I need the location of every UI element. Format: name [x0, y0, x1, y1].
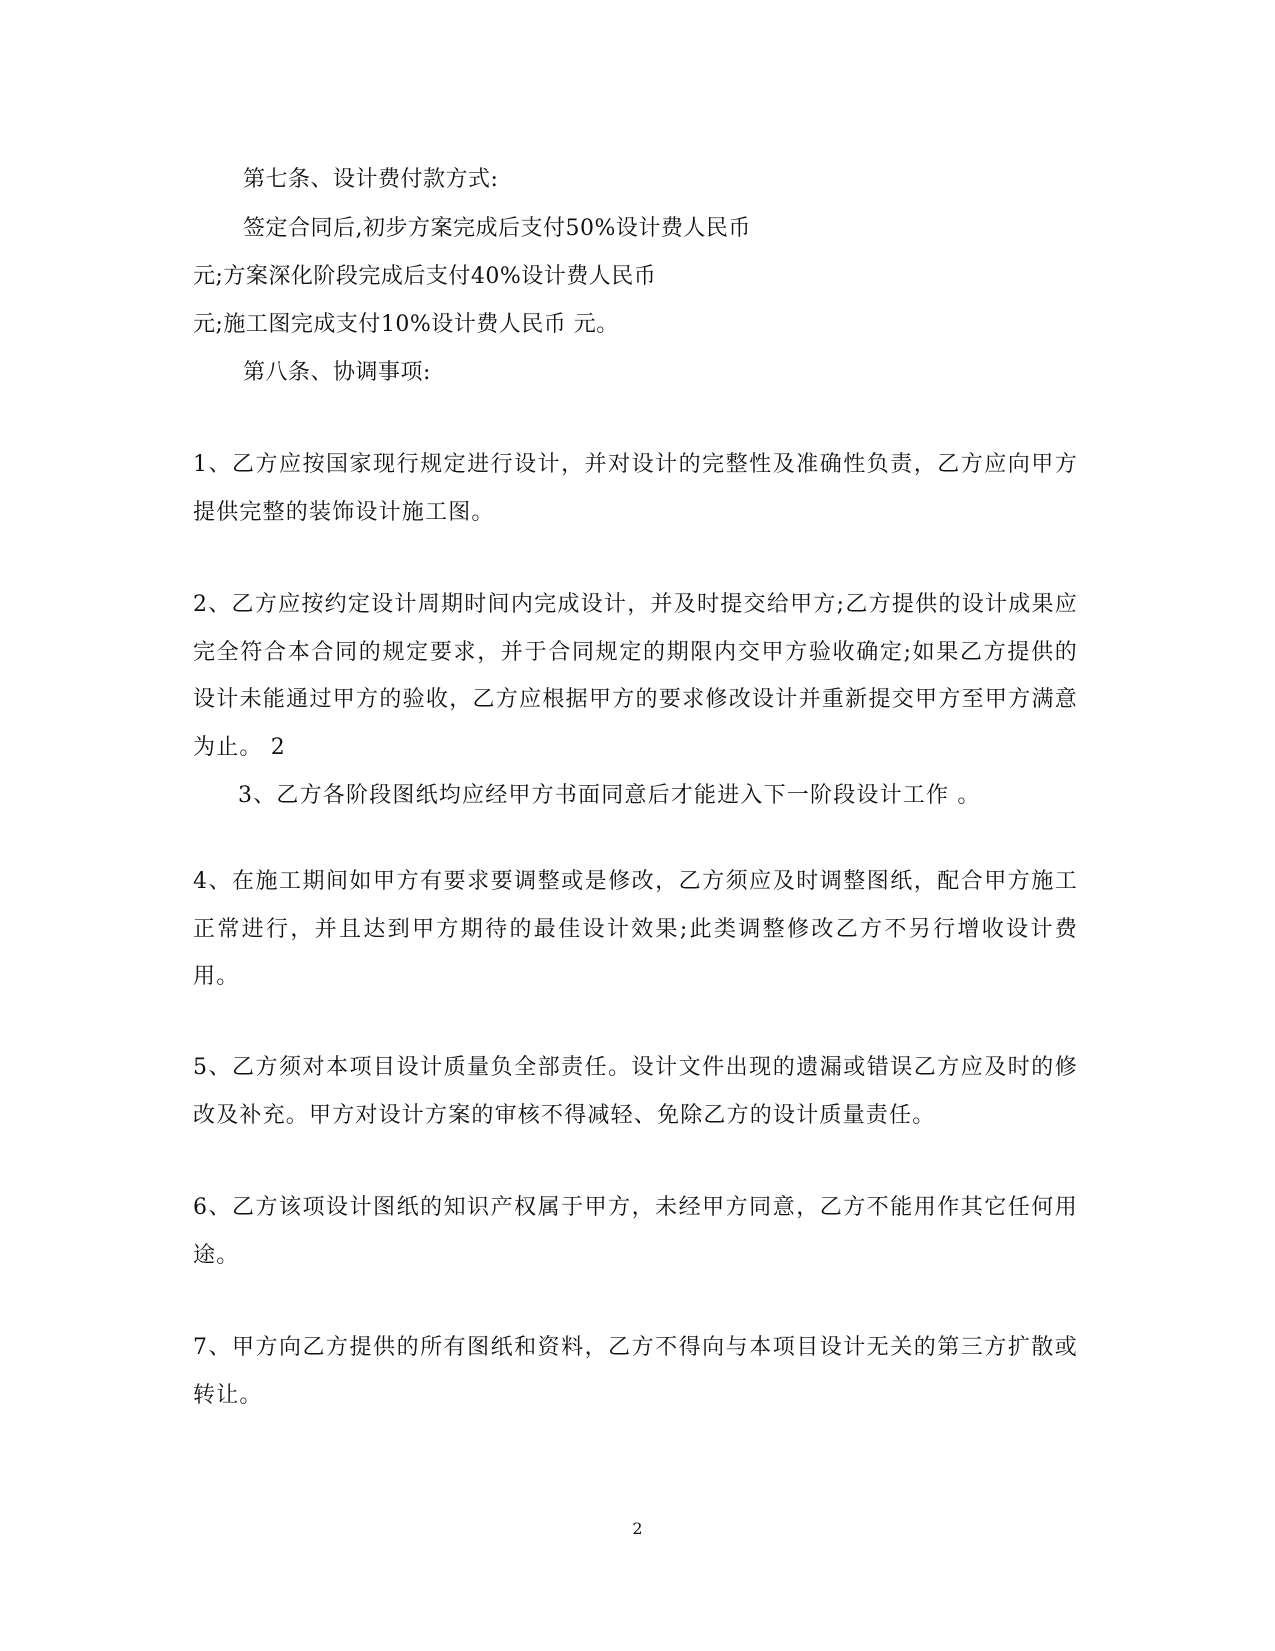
article8-heading: 第八条、协调事项:	[243, 360, 431, 385]
article7-payment-line-1: 签定合同后,初步方案完成后支付50%设计费人民币	[243, 216, 751, 241]
article8-item-4: 4、在施工期间如甲方有要求要调整或是修改，乙方须应及时调整图纸，配合甲方施工正常进行，并且达到甲方期待的最佳设计效果;此类调整修改乙方不另行增收设计费用。	[193, 869, 1078, 989]
article7-payment-line-2: 元;方案深化阶段完成后支付40%设计费人民币	[193, 264, 657, 289]
article7-heading: 第七条、设计费付款方式:	[243, 167, 499, 192]
article8-item-5: 5、乙方须对本项目设计质量负全部责任。设计文件出现的遗漏或错误乙方应及时的修改及补充。甲方对设计方案的审核不得减轻、免除乙方的设计质量责任。	[193, 1055, 1078, 1128]
article8-item-7: 7、甲方向乙方提供的所有图纸和资料，乙方不得向与本项目设计无关的第三方扩散或转让。	[193, 1335, 1078, 1408]
article7-payment-line-3: 元;施工图完成支付10%设计费人民币 元。	[193, 312, 619, 337]
article8-item-3: 3、乙方各阶段图纸均应经甲方书面同意后才能进入下一阶段设计工作 。	[238, 783, 981, 808]
article8-item-1: 1、乙方应按国家现行规定进行设计，并对设计的完整性及准确性负责，乙方应向甲方提供完整的装饰设计施工图。	[193, 452, 1078, 525]
page-number: 2	[632, 1519, 643, 1538]
article8-item-2: 2、乙方应按约定设计周期时间内完成设计，并及时提交给甲方;乙方提供的设计成果应完全符合本合同的规定要求，并于合同规定的期限内交甲方验收确定;如果乙方提供的设计未能通过甲方的验收，乙方应根据甲方的要求修改设计并重新提交甲方至甲方满意为止。 2	[193, 592, 1078, 760]
article8-item-6: 6、乙方该项设计图纸的知识产权属于甲方，未经甲方同意，乙方不能用作其它任何用途。	[193, 1195, 1078, 1268]
